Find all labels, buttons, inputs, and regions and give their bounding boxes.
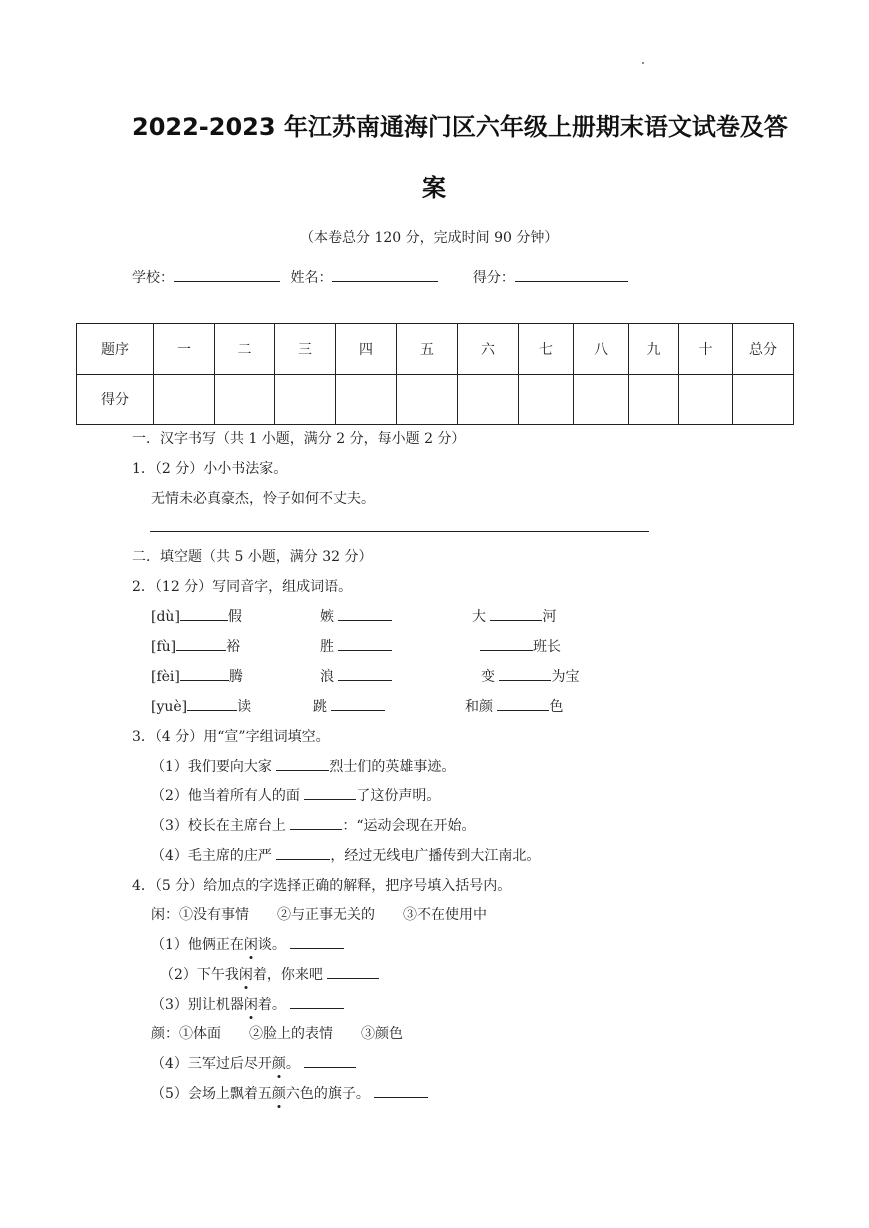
item-text: （2）下午我	[160, 967, 239, 983]
q2-row-2-b	[320, 636, 392, 656]
answer-blank[interactable]	[490, 606, 542, 621]
score-cell[interactable]	[733, 374, 794, 425]
answer-blank[interactable]	[276, 845, 330, 860]
q2-row-3-c	[481, 666, 579, 686]
word-char: 为宝	[551, 669, 580, 685]
q2-row-4-c	[465, 696, 563, 716]
q4-item-5	[151, 1083, 428, 1103]
q2-row-3	[151, 666, 243, 686]
score-table-score-row	[77, 374, 794, 425]
emphasis-char: 颜	[271, 1086, 286, 1102]
q2-row-1-b	[320, 606, 392, 626]
score-table-header-row	[77, 324, 794, 375]
student-info-line	[132, 267, 628, 287]
q1-stem: 1．（2 分）小小书法家。	[132, 461, 288, 477]
school-field[interactable]	[174, 267, 280, 282]
item-text: 烈士们的英雄事迹。	[329, 759, 456, 775]
q2-stem: 2．（12 分）写同音字，组成词语。	[132, 579, 353, 595]
pinyin: [fèi]	[151, 669, 180, 685]
q2-row-1-c	[472, 606, 556, 626]
header-cell: 九	[629, 324, 679, 375]
word-char: 嫉	[320, 609, 334, 625]
answer-blank[interactable]	[499, 666, 551, 681]
item-text: 了这份声明。	[356, 788, 441, 804]
word-char: 变	[481, 669, 495, 685]
answer-blank[interactable]	[180, 666, 229, 681]
item-text: （3）校长在主席台上	[151, 818, 286, 834]
q2-row-4	[151, 696, 251, 716]
q3-item-1	[151, 756, 455, 776]
score-cell[interactable]	[154, 374, 215, 425]
score-cell[interactable]	[215, 374, 275, 425]
score-field[interactable]	[515, 267, 628, 282]
header-cell: 七	[519, 324, 574, 375]
q3-item-2	[151, 785, 440, 805]
emphasis-char: 闲	[243, 937, 258, 953]
item-text: （4）三军过后尽开	[151, 1056, 272, 1072]
word-char: 大	[472, 609, 486, 625]
item-text: ：“运动会现在开始。	[342, 818, 476, 834]
emphasis-char: 闲	[243, 997, 258, 1013]
q2-row-2-c	[480, 636, 561, 656]
header-cell: 三	[275, 324, 336, 375]
item-text: 着。	[257, 997, 286, 1013]
q2-row-1	[151, 606, 242, 626]
q4-xian-options: 闲：①没有事情 ②与正事无关的 ③不在使用中	[151, 907, 487, 923]
item-text: 六色的旗子。	[285, 1086, 370, 1102]
item-text: （1）我们要向大家	[151, 759, 272, 775]
word-char: 跳	[313, 699, 327, 715]
header-cell: 十	[679, 324, 733, 375]
pinyin: [dù]	[151, 609, 180, 625]
corner-dot	[642, 62, 644, 64]
q4-yan-options: 颜：①体面 ②脸上的表情 ③颜色	[151, 1026, 403, 1042]
row-label-cell: 得分	[77, 374, 154, 425]
q2-row-4-b	[313, 696, 385, 716]
q3-stem: 3．（4 分）用“宣”字组词填空。	[132, 729, 330, 745]
word-char: 读	[237, 699, 252, 715]
word-char: 班长	[533, 639, 561, 655]
word-char: 浪	[320, 669, 334, 685]
doc-subtitle: （本卷总分 120 分，完成时间 90 分钟）	[300, 230, 559, 246]
answer-blank[interactable]	[290, 815, 342, 830]
pinyin: [fù]	[151, 639, 177, 655]
answer-blank[interactable]	[327, 964, 379, 979]
emphasis-char: 颜	[271, 1056, 286, 1072]
answer-blank[interactable]	[338, 606, 392, 621]
answer-blank[interactable]	[176, 636, 226, 651]
answer-blank[interactable]	[480, 636, 533, 651]
answer-blank[interactable]	[374, 1083, 428, 1098]
name-field[interactable]	[332, 267, 438, 282]
q3-item-4	[151, 845, 540, 865]
score-label: 得分：	[472, 270, 515, 286]
item-text: （2）他当着所有人的面	[151, 788, 300, 804]
q3-item-3	[151, 815, 476, 835]
header-cell: 一	[154, 324, 215, 375]
item-text: （5）会场上飘着五	[151, 1086, 272, 1102]
score-cell[interactable]	[574, 374, 629, 425]
q4-stem: 4．（5 分）给加点的字选择正确的解释，把序号填入括号内。	[132, 878, 512, 894]
header-cell: 六	[458, 324, 519, 375]
item-text: （4）毛主席的庄严	[151, 848, 272, 864]
word-char: 裕	[226, 639, 241, 655]
word-char: 腾	[228, 669, 243, 685]
score-table	[76, 323, 794, 425]
name-label: 姓名：	[290, 270, 333, 286]
item-text: 谈。	[257, 937, 286, 953]
q2-row-3-b	[320, 666, 392, 686]
q1-answer-line[interactable]	[150, 531, 649, 532]
score-cell[interactable]	[397, 374, 458, 425]
header-cell: 二	[215, 324, 275, 375]
header-cell: 题序	[77, 324, 154, 375]
school-label: 学校：	[132, 270, 174, 286]
answer-blank[interactable]	[180, 606, 228, 621]
score-cell[interactable]	[458, 374, 519, 425]
item-text: （3）别让机器	[151, 997, 244, 1013]
header-cell: 五	[397, 324, 458, 375]
answer-blank[interactable]	[497, 696, 549, 711]
answer-blank[interactable]	[338, 636, 392, 651]
q4-item-2	[160, 964, 379, 984]
doc-title-line1: 2022-2023 年江苏南通海门区六年级上册期末语文试卷及答	[132, 113, 788, 141]
item-text: （1）他俩正在	[151, 937, 244, 953]
answer-blank[interactable]	[304, 1053, 356, 1068]
score-cell[interactable]	[629, 374, 679, 425]
item-text: 。	[285, 1056, 300, 1072]
answer-blank[interactable]	[338, 666, 392, 681]
q4-item-1	[151, 934, 344, 954]
section-2-heading: 二．填空题（共 5 小题，满分 32 分）	[132, 549, 373, 565]
header-cell: 四	[336, 324, 397, 375]
pinyin: [yuè]	[151, 699, 188, 715]
answer-blank[interactable]	[187, 696, 237, 711]
score-cell[interactable]	[519, 374, 574, 425]
q2-row-2	[151, 636, 240, 656]
doc-title-line2: 案	[422, 174, 446, 202]
score-cell[interactable]	[336, 374, 397, 425]
word-char: 河	[542, 609, 557, 625]
q1-text: 无情未必真豪杰，怜子如何不丈夫。	[151, 491, 375, 507]
answer-blank[interactable]	[276, 756, 329, 771]
word-char: 和颜	[465, 699, 493, 715]
answer-blank[interactable]	[290, 994, 344, 1009]
answer-blank[interactable]	[331, 696, 385, 711]
word-char: 胜	[320, 639, 334, 655]
answer-blank[interactable]	[290, 934, 344, 949]
word-char: 色	[549, 699, 564, 715]
answer-blank[interactable]	[304, 785, 356, 800]
score-cell[interactable]	[275, 374, 336, 425]
item-text: 着，你来吧	[252, 967, 323, 983]
score-cell[interactable]	[679, 374, 733, 425]
section-1-heading: 一．汉字书写（共 1 小题，满分 2 分，每小题 2 分）	[132, 431, 466, 447]
header-cell: 总分	[733, 324, 794, 375]
q4-item-3	[151, 994, 344, 1014]
q4-item-4	[151, 1053, 356, 1073]
word-char: 假	[227, 609, 242, 625]
item-text: ，经过无线电广播传到大江南北。	[330, 848, 541, 864]
header-cell: 八	[574, 324, 629, 375]
emphasis-char: 闲	[238, 967, 253, 983]
